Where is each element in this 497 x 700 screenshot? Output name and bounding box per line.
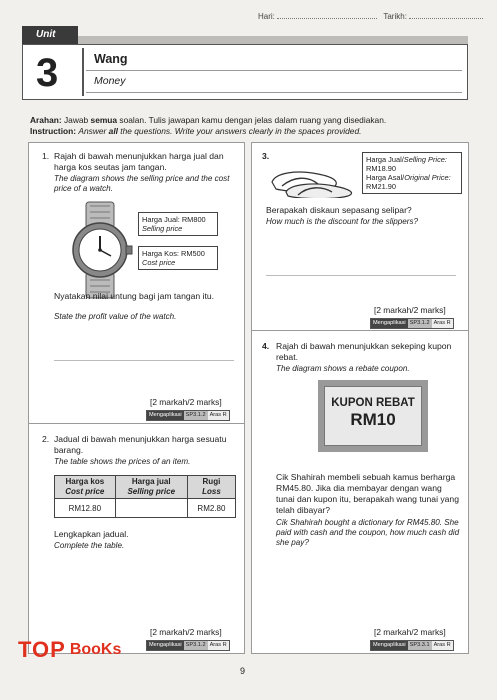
arahan-text-1: Jawab bbox=[63, 115, 89, 125]
table-row bbox=[55, 499, 236, 518]
q1-number: 1. bbox=[42, 151, 50, 161]
q2-table-header-row bbox=[55, 476, 236, 499]
q3-number: 3. bbox=[262, 151, 270, 161]
right-divider bbox=[251, 330, 469, 331]
q4-ask-en: Cik Shahirah bought a dictionary for RM45.80. She paid with cash and the coupon, how much cash did she pay? bbox=[276, 518, 460, 547]
hari-label: Hari: bbox=[258, 12, 275, 21]
unit-title-my: Wang bbox=[94, 52, 128, 66]
instruction-text-2: the questions. Write your answers clearly in the spaces provided. bbox=[120, 126, 362, 136]
instruction-bold: all bbox=[108, 126, 118, 136]
q2-ask-my: Lengkapkan jadual. bbox=[54, 529, 129, 539]
q3-price-box bbox=[362, 152, 462, 194]
unit-divider bbox=[82, 48, 84, 96]
q1-cost-price-box bbox=[138, 246, 218, 270]
q4-text-my: Rajah di bawah menunjukkan sekeping kupon rebat. bbox=[276, 341, 452, 362]
q2-cell-loss: RM2.80 bbox=[187, 499, 235, 518]
q1-ask-my: Nyatakan nilai untung bagi jam tangan itu. bbox=[54, 291, 215, 301]
q1-badge-sp: SP3.1.2 bbox=[185, 412, 206, 418]
q3-badge-skill: Mengaplikasi bbox=[373, 320, 406, 326]
instruction-label: Instruction: bbox=[30, 126, 77, 136]
q1-badge bbox=[146, 410, 230, 421]
instruction-line bbox=[30, 126, 361, 137]
q4-marks: [2 markah/2 marks] bbox=[374, 627, 446, 637]
q2-cell-cost: RM12.80 bbox=[55, 499, 116, 518]
date-area bbox=[258, 12, 483, 21]
arahan-label: Arahan: bbox=[30, 115, 62, 125]
q1-marks: [2 markah/2 marks] bbox=[150, 397, 222, 407]
coupon-value: RM10 bbox=[350, 410, 396, 429]
left-divider bbox=[28, 423, 245, 424]
q3-answer-line[interactable] bbox=[266, 275, 456, 276]
q4-badge-skill: Mengaplikasi bbox=[373, 642, 406, 648]
q1-sell-label: Harga Jual: RM800 bbox=[142, 215, 206, 224]
q3-marks: [2 markah/2 marks] bbox=[374, 305, 446, 315]
watch-icon bbox=[64, 200, 136, 300]
instruction-text-1: Answer bbox=[78, 126, 107, 136]
q2-badge bbox=[146, 640, 230, 651]
q2-text-en: The table shows the prices of an item. bbox=[54, 457, 191, 466]
q2-ask-en: Complete the table. bbox=[54, 541, 125, 550]
unit-title-en: Money bbox=[94, 75, 126, 87]
q3-sell-en: Selling Price: bbox=[403, 155, 447, 164]
q1-sell-price-box bbox=[138, 212, 218, 236]
q3-orig-value: RM21.90 bbox=[366, 182, 396, 191]
tarikh-field[interactable] bbox=[409, 18, 483, 19]
title-rule bbox=[86, 70, 462, 71]
q1-badge-level: Aras R bbox=[209, 412, 227, 418]
rebate-coupon bbox=[324, 386, 422, 446]
q3-sell-label: Harga Jual/ bbox=[366, 155, 404, 164]
q3-ask-en: How much is the discount for the slippers? bbox=[266, 217, 419, 226]
logo-top: TOP bbox=[18, 637, 66, 662]
q1-badge-skill: Mengaplikasi bbox=[149, 412, 182, 418]
hari-field[interactable] bbox=[277, 18, 377, 19]
coupon-title: KUPON REBAT bbox=[331, 397, 415, 409]
q1-text-my: Rajah di bawah menunjukkan harga jual dan harga kos seutas jam tangan. bbox=[54, 151, 224, 172]
q3-orig-en: Original Price: bbox=[404, 173, 451, 182]
q2-th-loss: Rugi Loss bbox=[187, 476, 235, 499]
q1-sell-en: Selling price bbox=[142, 224, 183, 233]
q2-th-cost: Harga kos Cost price bbox=[55, 476, 116, 499]
q2-badge-level: Aras R bbox=[209, 642, 227, 648]
q3-badge-level: Aras R bbox=[433, 320, 451, 326]
q3-badge bbox=[370, 318, 454, 329]
unit-number: 3 bbox=[36, 51, 59, 95]
q4-text-en: The diagram shows a rebate coupon. bbox=[276, 364, 410, 373]
slippers-icon bbox=[268, 162, 358, 198]
q3-ask-my: Berapakah diskaun sepasang selipar? bbox=[266, 205, 412, 215]
logo-bottom: BooKs bbox=[69, 641, 122, 658]
title-rule-2 bbox=[86, 92, 462, 93]
q2-text-my: Jadual di bawah menunjukkan harga sesuatu barang. bbox=[54, 434, 227, 455]
unit-bar bbox=[78, 36, 468, 44]
unit-tag: Unit bbox=[22, 26, 78, 44]
arahan-text-2: soalan. Tulis jawapan kamu dengan jelas dalam ruang yang disediakan. bbox=[119, 115, 387, 125]
q2-marks: [2 markah/2 marks] bbox=[150, 627, 222, 637]
q3-sell-value: RM18.90 bbox=[366, 164, 396, 173]
q1-cost-en: Cost price bbox=[142, 258, 176, 267]
q2-number: 2. bbox=[42, 434, 50, 444]
q2-badge-skill: Mengaplikasi bbox=[149, 642, 182, 648]
arahan-bold: semua bbox=[90, 115, 118, 125]
q4-ask-my: Cik Shahirah membeli sebuah kamus berharga RM45.80. Jika dia membayar dengan wang tunai dan kupon itu, berapakah wang tunai yang telah dibayar? bbox=[276, 472, 459, 515]
topbooks-logo bbox=[18, 638, 121, 662]
q2-price-table bbox=[54, 475, 236, 518]
q1-cost-label: Harga Kos: RM500 bbox=[142, 249, 205, 258]
q1-answer-line[interactable] bbox=[54, 360, 234, 361]
tarikh-label: Tarikh: bbox=[383, 12, 407, 21]
q1-ask-en: State the profit value of the watch. bbox=[54, 312, 177, 321]
q2-cell-sell-answer[interactable] bbox=[115, 499, 187, 518]
q4-number: 4. bbox=[262, 341, 270, 351]
q4-badge-sp: SP3.3.1 bbox=[409, 642, 430, 648]
page-number: 9 bbox=[240, 666, 246, 676]
q2-badge-sp: SP3.1.2 bbox=[185, 642, 206, 648]
q1-text-en: The diagram shows the selling price and the cost price of a watch. bbox=[54, 174, 230, 193]
q4-badge-level: Aras R bbox=[433, 642, 451, 648]
arahan-line bbox=[30, 115, 386, 126]
q3-badge-sp: SP3.1.2 bbox=[409, 320, 430, 326]
q2-th-sell: Harga jual Selling price bbox=[115, 476, 187, 499]
q4-badge bbox=[370, 640, 454, 651]
q3-orig-label: Harga Asal/ bbox=[366, 173, 405, 182]
